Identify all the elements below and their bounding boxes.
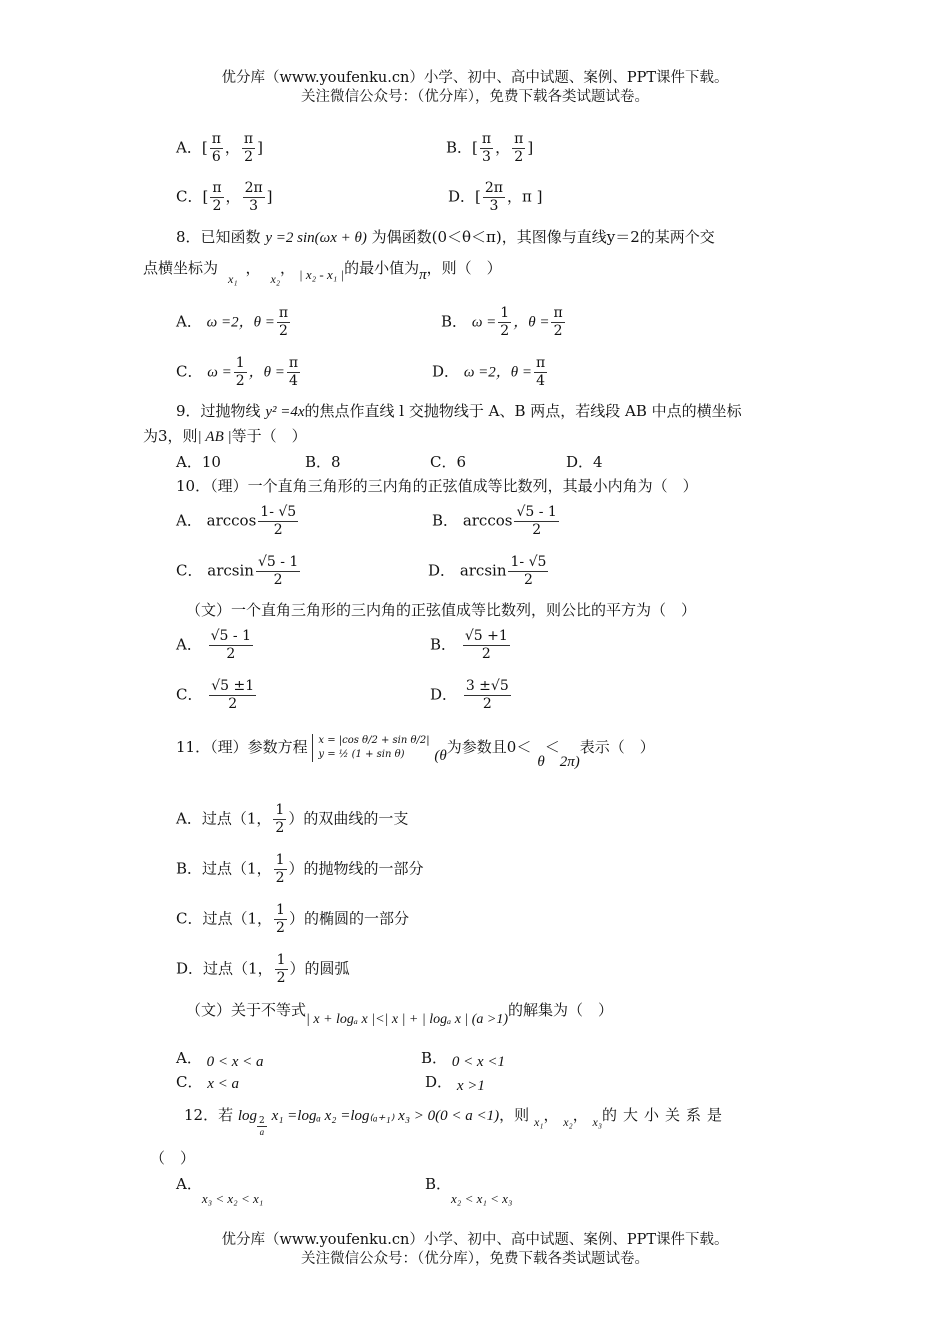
q11-stem: 11．（理）参数方程 x = |cos θ/2 + sin θ/2| y = ½ (1 + sin θ) (θ为参数且0＜θ＜2π)表示（ ） — [176, 735, 655, 770]
q12-option-a: A．x₃ < x₂ < x₁ — [176, 1175, 264, 1206]
q12-stem: 12．若 log $\frac{2}{a}$ x₁ =logₐ x₂ =log₍ₐ₊₁₎ x₃ > 0(0 < a <1)，则 $_{x_1}$， $_{x_2}$， $_{x_3}$的大小关系是 — [184, 1106, 729, 1137]
footer-line-2: 关注微信公众号：（优分库），免费下载各类试题试卷。 — [301, 1251, 649, 1267]
q10-wen-stem: （文）一个直角三角形的三内角的正弦值成等比数列，则公比的平方为（ ） — [186, 601, 697, 619]
q10-wen-option-a: A． $\frac{√5 - 1}{2}$ — [176, 628, 251, 662]
q11-wen-option-a: A． 0 < x < a — [176, 1049, 264, 1070]
q8-option-d: D． ω =2，θ = $\frac{\pi}{4}$ — [432, 355, 546, 389]
q12-option-b: B．x₂ < x₁ < x₃ — [425, 1175, 513, 1206]
q11-parametric-system: x = |cos θ/2 + sin θ/2| y = ½ (1 + sin θ) — [312, 734, 429, 762]
q11-wen-option-d: D． x >1 — [425, 1073, 485, 1094]
q11-wen-stem: （文）关于不等式| x + logₐ x |<| x | + | logₐ x | (a >1)的解集为（ ） — [186, 1001, 614, 1027]
q10-option-b: B． arccos $\frac{√5 - 1}{2}$ — [432, 504, 557, 538]
q8-option-a: A． ω =2，θ = $\frac{\pi}{2}$ — [176, 305, 289, 339]
q9-option-c: C．6 — [430, 453, 467, 471]
q11-wen-option-b: B． 0 < x <1 — [421, 1049, 505, 1070]
q9-option-b: B．8 — [305, 453, 341, 471]
q10-stem: 10．（理）一个直角三角形的三内角的正弦值成等比数列，其最小内角为（ ） — [176, 477, 698, 495]
q11-option-b: B．过点（1， $\frac{1}{2}$ ）的抛物线的一部分 — [176, 852, 424, 886]
q7-option-d: D．[ $\frac{2\pi}{3}$ ，π ] — [448, 180, 543, 214]
header-line-1: 优分库（www.youfenku.cn）小学、初中、高中试题、案例、PPT课件下载。 — [221, 70, 729, 86]
footer-line-1: 优分库（www.youfenku.cn）小学、初中、高中试题、案例、PPT课件下载。 — [221, 1232, 729, 1248]
q9-stem-line-2: 为3，则| AB |等于（ ） — [143, 427, 307, 445]
q10-wen-option-c: C． $\frac{√5 \pm 1}{2}$ — [176, 678, 255, 712]
q7-option-c: C．[ $\frac{\pi}{2}$ ， $\frac{2\pi}{3}$ ] — [176, 180, 273, 214]
q8-stem-line-2: 点横坐标为$_{x_1}$，$_{x_2}$， | x₂ - x₁ |的最小值为π，则（ ） — [143, 259, 502, 286]
q8-stem-line-1: 8．已知函数 y =2 sin(ωx + θ) 为偶函数(0＜θ＜π)，其图像与直线y＝2的某两个交 — [176, 228, 715, 246]
q8-option-b: B． ω = $\frac{1}{2}$ ，θ = $\frac{\pi}{2}$ — [441, 305, 563, 339]
q9-stem-line-1: 9．过抛物线 y² =4x的焦点作直线 l 交抛物线于 A、B 两点，若线段 AB 中点的横坐标 — [176, 402, 742, 420]
q8-option-c: C． ω = $\frac{1}{2}$ ，θ = $\frac{\pi}{4}$ — [176, 355, 299, 389]
q11-option-d: D．过点（1， $\frac{1}{2}$ ）的圆弧 — [176, 952, 350, 986]
q10-wen-option-b: B． $\frac{√5 +1}{2}$ — [430, 628, 508, 662]
q10-option-a: A． arccos $\frac{1- √5}{2}$ — [176, 504, 297, 538]
q9-option-a: A．10 — [176, 453, 221, 471]
q10-wen-option-d: D． $\frac{3 \pm√5}{2}$ — [430, 678, 509, 712]
q11-wen-option-c: C． x < a — [176, 1073, 240, 1092]
q11-option-a: A．过点（1， $\frac{1}{2}$ ）的双曲线的一支 — [176, 802, 409, 836]
q7-option-b: B．[ $\frac{\pi}{3}$ ， $\frac{\pi}{2}$ ] — [446, 131, 534, 165]
q9-option-d: D．4 — [566, 453, 603, 471]
q7-option-a: A．[ $\frac{\pi}{6}$ ， $\frac{\pi}{2}$ ] — [176, 131, 263, 165]
header-line-2: 关注微信公众号：（优分库），免费下载各类试题试卷。 — [301, 89, 649, 105]
q12-paren: （ ） — [150, 1149, 196, 1167]
q11-option-c: C．过点（1， $\frac{1}{2}$ ）的椭圆的一部分 — [176, 902, 409, 936]
q10-option-d: D． arcsin $\frac{1- √5}{2}$ — [428, 554, 547, 588]
q10-option-c: C． arcsin $\frac{√5 - 1}{2}$ — [176, 554, 299, 588]
